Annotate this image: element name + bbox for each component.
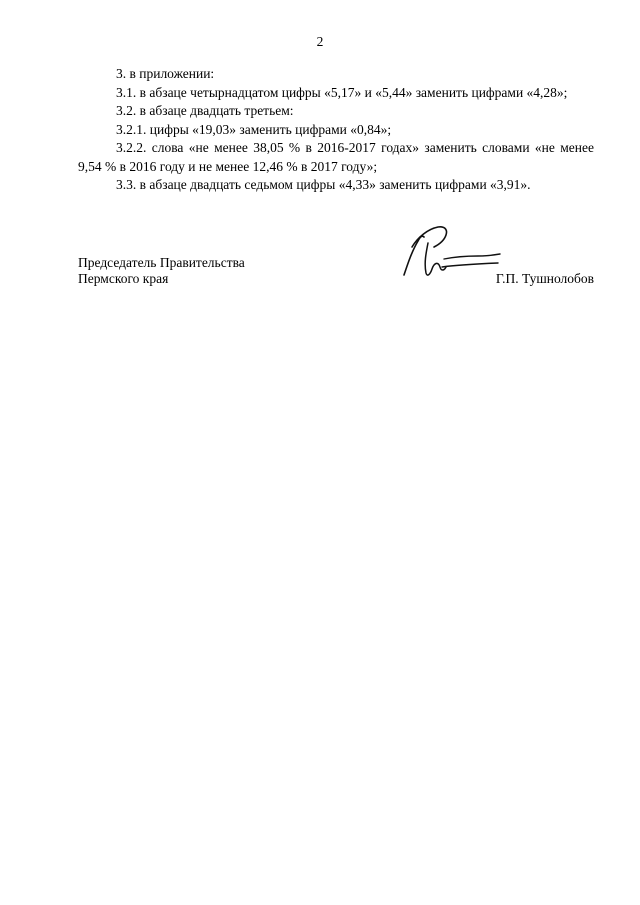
signatory-position-line2: Пермского края <box>78 270 169 286</box>
page-number: 2 <box>316 34 324 49</box>
paragraph-appendix: 3. в приложении: <box>116 66 215 81</box>
paragraph-3-1: 3.1. в абзаце четырнадцатом цифры «5,17» и «5,44» заменить цифрами «4,28»; <box>116 84 568 100</box>
signatory-position <box>78 255 245 286</box>
signatory-position-line1: Председатель Правительства <box>78 255 245 270</box>
paragraph-3-2-1: 3.2.1. цифры «19,03» заменить цифрами «0,84»; <box>116 121 392 137</box>
document-body <box>78 65 594 195</box>
paragraph-3-3: 3.3. в абзаце двадцать седьмом цифры «4,33» заменить цифрами «3,91». <box>116 177 531 192</box>
signatory-name: Г.П. Тушнолобов <box>495 270 594 286</box>
paragraph-3-2-2: 3.2.2. слова «не менее 38,05 % в 2016-2017 годах» заменить словами «не менее 9,54 % в 2016 году и не менее 12,46 % в 2017 году»; <box>78 140 594 174</box>
handwritten-signature-icon <box>394 223 504 283</box>
paragraph-3-2: 3.2. в абзаце двадцать третьем: <box>116 103 294 118</box>
signature-block <box>78 255 594 295</box>
